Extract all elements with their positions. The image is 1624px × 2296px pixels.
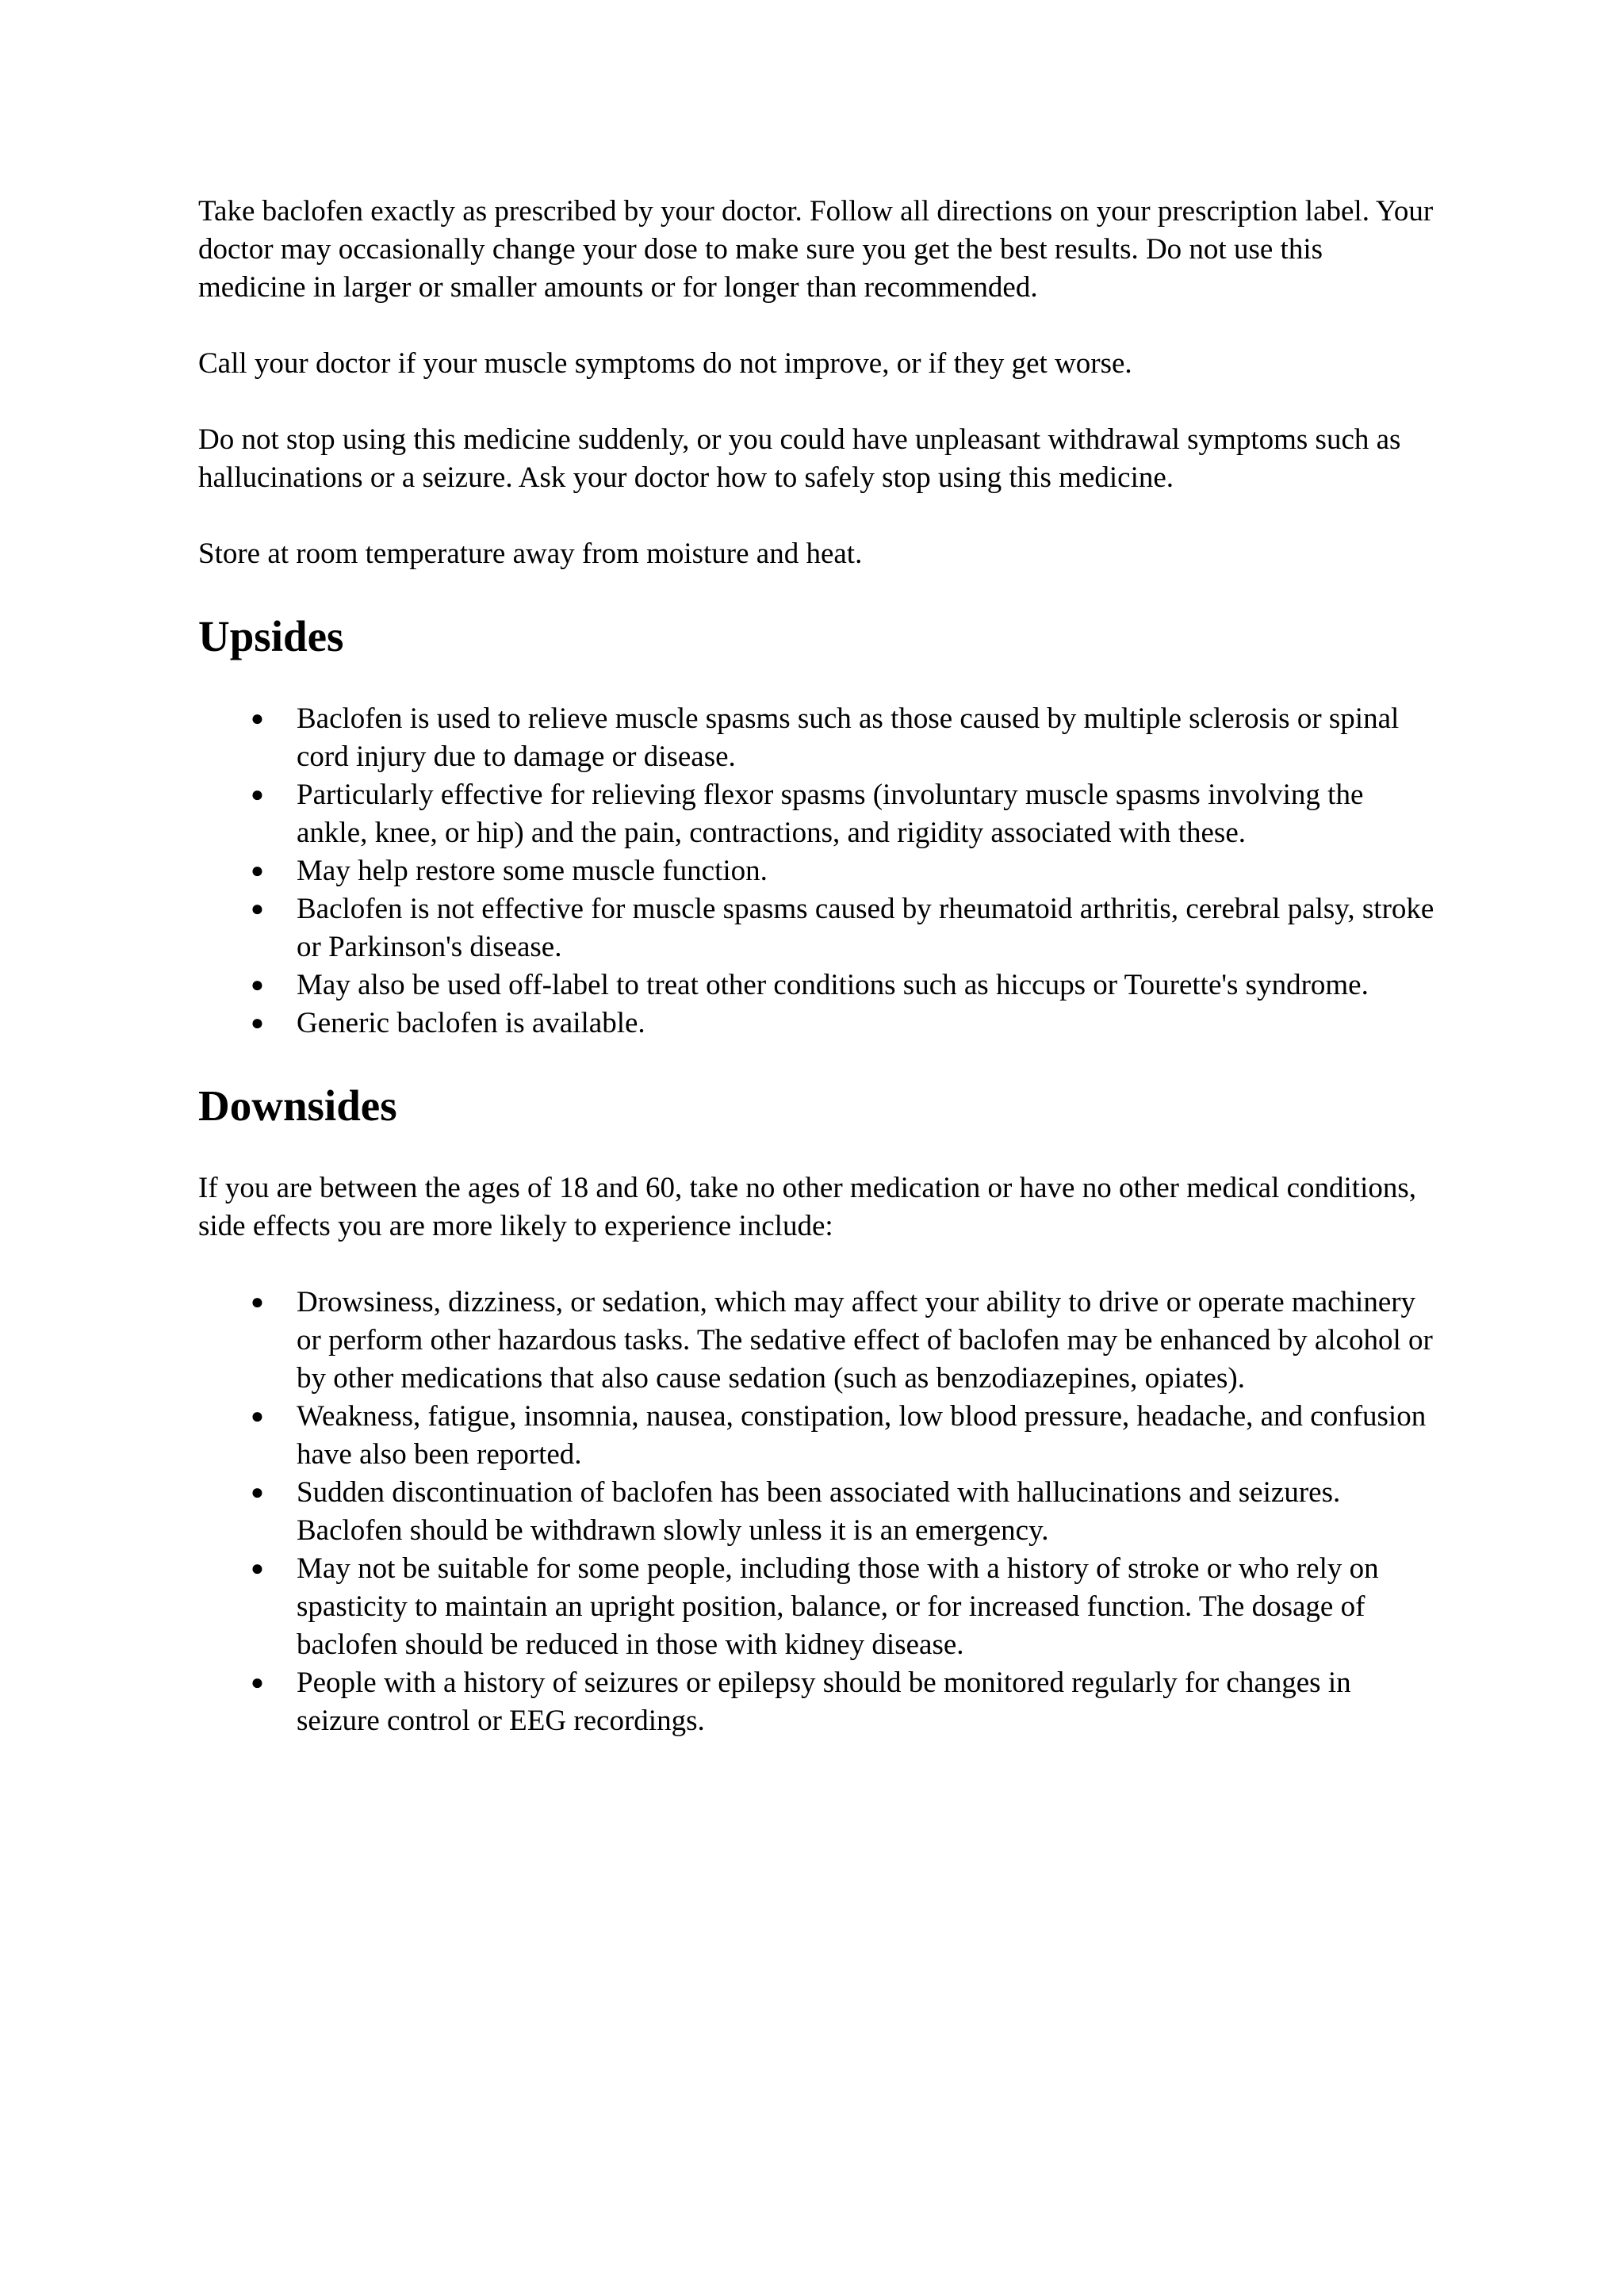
downsides-heading: Downsides — [198, 1081, 397, 1130]
list-item-text: Weakness, fatigue, insomnia, nausea, constipation, low blood pressure, headache, and confusion have also been reported. — [297, 1400, 1427, 1471]
downsides-intro: If you are between the ages of 18 and 60, take no other medication or have no other medical conditions, side effects you are more likely to experience include: — [198, 1172, 1417, 1242]
upsides-list-item — [198, 1004, 1435, 1043]
intro-paragraph-call-doctor: Call your doctor if your muscle symptoms do not improve, or if they get worse. — [198, 347, 1132, 380]
downsides-list — [198, 1284, 1435, 1740]
bullet-icon: ● — [251, 1011, 264, 1035]
bullet-icon: ● — [251, 706, 264, 731]
upsides-list — [198, 700, 1435, 1043]
upsides-list-item — [198, 852, 1435, 890]
list-item-text: May also be used off-label to treat other conditions such as hiccups or Tourette's syndrome. — [297, 969, 1369, 1001]
bullet-icon: ● — [251, 1480, 264, 1505]
upsides-list-item — [198, 776, 1435, 852]
upsides-list-item — [198, 890, 1435, 966]
list-item-text: May not be suitable for some people, including those with a history of stroke or who rely on spasticity to maintain an upright position, balance, or for increased function. The dosage of baclofen should be reduced in those with kidney disease. — [297, 1552, 1379, 1661]
upsides-list-item — [198, 966, 1435, 1004]
upsides-heading: Upsides — [198, 612, 344, 660]
document-page — [198, 193, 1435, 1778]
list-item-text: Baclofen is used to relieve muscle spasms such as those caused by multiple sclerosis or spinal cord injury due to damage or disease. — [297, 702, 1400, 773]
list-item-text: May help restore some muscle function. — [297, 855, 768, 887]
downsides-list-item — [198, 1398, 1435, 1474]
intro-paragraph-dosing: Take baclofen exactly as prescribed by your doctor. Follow all directions on your prescription label. Your doctor may occasionally change your dose to make sure you get the best results. Do not use this medicine in larger or smaller amounts or for longer than recommended. — [198, 195, 1434, 304]
intro-paragraph-withdrawal: Do not stop using this medicine suddenly, or you could have unpleasant withdrawal symptoms such as hallucinations or a seizure. Ask your doctor how to safely stop using this medicine. — [198, 423, 1401, 494]
bullet-icon: ● — [251, 897, 264, 921]
bullet-icon: ● — [251, 1404, 264, 1429]
intro-paragraph-storage: Store at room temperature away from moisture and heat. — [198, 538, 863, 570]
downsides-list-item — [198, 1474, 1435, 1550]
list-item-text: Particularly effective for relieving flexor spasms (involuntary muscle spasms involving the ankle, knee, or hip) and the pain, contractions, and rigidity associated with these. — [297, 779, 1364, 849]
downsides-list-item — [198, 1664, 1435, 1740]
bullet-icon: ● — [251, 973, 264, 997]
bullet-icon: ● — [251, 783, 264, 807]
bullet-icon: ● — [251, 1556, 264, 1581]
list-item-text: Drowsiness, dizziness, or sedation, which may affect your ability to drive or operate machinery or perform other hazardous tasks. The sedative effect of baclofen may be enhanced by alcohol or by other medications that also cause sedation (such as benzodiazepines, opiates). — [297, 1286, 1433, 1395]
bullet-icon: ● — [251, 1670, 264, 1695]
bullet-icon: ● — [251, 1290, 264, 1314]
list-item-text: People with a history of seizures or epilepsy should be monitored regularly for changes in seizure control or EEG recordings. — [297, 1667, 1351, 1737]
list-item-text: Baclofen is not effective for muscle spasms caused by rheumatoid arthritis, cerebral palsy, stroke or Parkinson's disease. — [297, 893, 1434, 963]
upsides-list-item — [198, 700, 1435, 776]
list-item-text: Sudden discontinuation of baclofen has been associated with hallucinations and seizures. Baclofen should be withdrawn slowly unless it is an emergency. — [297, 1476, 1341, 1547]
downsides-list-item — [198, 1284, 1435, 1398]
bullet-icon: ● — [251, 859, 264, 883]
list-item-text: Generic baclofen is available. — [297, 1007, 645, 1039]
downsides-list-item — [198, 1550, 1435, 1664]
